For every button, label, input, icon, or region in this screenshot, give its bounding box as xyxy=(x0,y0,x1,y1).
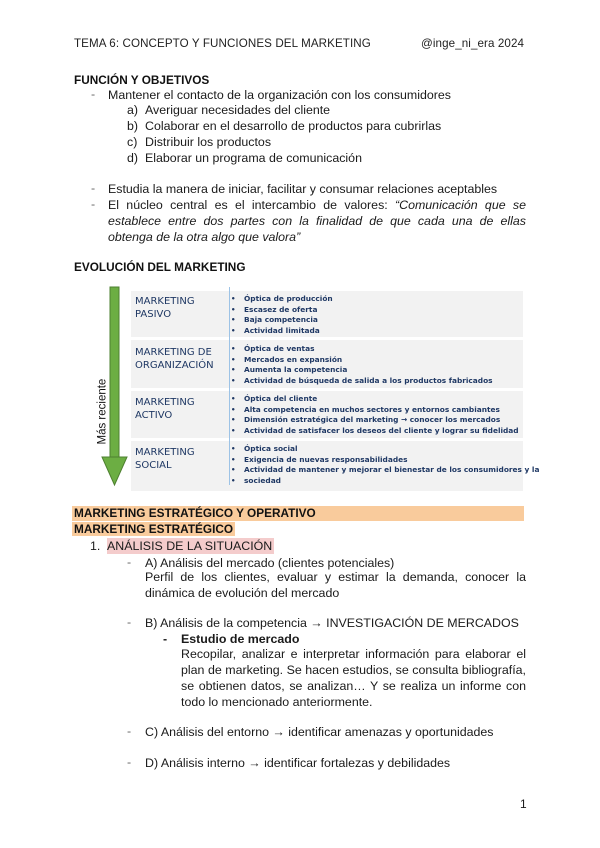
heading-estrategico: MARKETING ESTRATÉGICO xyxy=(74,522,234,536)
list-item: • Actividad de satisfacer los deseos del cliente y lograr su fidelidad xyxy=(231,426,519,437)
block-pasivo xyxy=(131,291,523,337)
list-item: • Alta competencia en muchos sectores y entornos cambiantes xyxy=(231,405,519,416)
list-item: • Aumenta la competencia xyxy=(231,365,493,376)
sub-label: d) xyxy=(127,151,139,165)
block-list xyxy=(231,394,519,436)
section-heading-evolucion: EVOLUCIÓN DEL MARKETING xyxy=(74,260,246,274)
analysis-a-body: Perfil de los clientes, evaluar y estimar la demanda, conocer la dinámica de evolución del mercado xyxy=(145,570,526,600)
analysis-b-title: B) Análisis de la competencia → INVESTIGACIÓN DE MERCADOS xyxy=(145,616,519,630)
header-author: @inge_ni_era 2024 xyxy=(421,37,525,50)
sub-label: a) xyxy=(127,103,139,117)
analysis-b-sub-body: Recopilar, analizar e interpretar información para elaborar el plan de marketing. Se hacen estudios, se consulta bibliografía, se obtienen datos, se analizan… Y se realiza un informe con todo lo mencionado anteriormente. xyxy=(181,647,526,709)
section-title-analisis: ANÁLISIS DE LA SITUACIÓN xyxy=(107,539,273,553)
sub-item: Elaborar un programa de comunicación xyxy=(145,151,362,165)
block-activo xyxy=(131,391,523,438)
arrow-label: Más reciente xyxy=(96,378,109,445)
intercambio-prefix: El núcleo central es el intercambio de valores: xyxy=(108,198,395,212)
list-item: • Óptica de ventas xyxy=(231,344,493,355)
divider xyxy=(229,287,230,485)
list-item: • Mercados en expansión xyxy=(231,355,493,366)
list-item-continuation: • sociedad xyxy=(231,476,539,487)
sub-item: Colaborar en el desarrollo de productos para cubrirlas xyxy=(145,119,442,133)
list-item: • Óptica del cliente xyxy=(231,394,519,405)
list-dash: - xyxy=(127,555,132,569)
block-list xyxy=(231,444,539,486)
block-organizacion xyxy=(131,340,523,388)
list-item: • Exigencia de nuevas responsabilidades xyxy=(231,455,539,466)
evolution-figure xyxy=(96,287,540,485)
list-item: • Baja competencia xyxy=(231,315,333,326)
block-title: MARKETING PASIVO xyxy=(135,296,195,320)
list-item: • Dimensión estratégica del marketing → conocer los mercados xyxy=(231,415,519,426)
sub-label: c) xyxy=(127,135,138,149)
section-heading-funcion: FUNCIÓN Y OBJETIVOS xyxy=(74,73,210,87)
header-title: TEMA 6: CONCEPTO Y FUNCIONES DEL MARKETING xyxy=(74,37,371,50)
section-number: 1. xyxy=(90,539,101,553)
list-dash: - xyxy=(91,87,96,101)
page-number: 1 xyxy=(520,797,527,811)
list-dash: - xyxy=(163,632,168,646)
analysis-d-title: D) Análisis interno → identificar fortalezas y debilidades xyxy=(145,756,451,770)
analysis-b-sub-title: Estudio de mercado xyxy=(181,632,300,646)
block-title: MARKETING DE ORGANIZACIÓN xyxy=(135,347,214,371)
list-item: • Actividad limitada xyxy=(231,326,333,337)
list-dash: - xyxy=(127,755,132,769)
list-item: • Actividad de mantener y mejorar el bienestar de los consumidores y la xyxy=(231,465,539,476)
block-social xyxy=(131,441,540,491)
list-dash: - xyxy=(91,181,96,195)
intercambio-quote: “Comunicación que se establece entre dos partes con la finalidad de que cada una de ellas obtenga de la otra algo que valora” xyxy=(108,198,526,244)
block-title: MARKETING SOCIAL xyxy=(135,447,195,471)
sub-item: Averiguar necesidades del cliente xyxy=(145,103,331,117)
analysis-a-title: A) Análisis del mercado (clientes potenciales) xyxy=(145,556,395,570)
sub-item: Distribuir los productos xyxy=(145,135,272,149)
list-dash: - xyxy=(91,197,96,211)
list-item-intercambio xyxy=(108,197,526,245)
list-item: Mantener el contacto de la organización con los consumidores xyxy=(108,88,452,102)
block-list xyxy=(231,294,333,336)
list-item: • Escasez de oferta xyxy=(231,305,333,316)
list-item: • Óptica de producción xyxy=(231,294,333,305)
list-item: • Óptica social xyxy=(231,444,539,455)
list-item: Estudia la manera de iniciar, facilitar y consumar relaciones aceptables xyxy=(108,182,498,196)
block-title: MARKETING ACTIVO xyxy=(135,397,195,421)
sub-label: b) xyxy=(127,119,139,133)
list-dash: - xyxy=(127,615,132,629)
heading-estrategico-operativo: MARKETING ESTRATÉGICO Y OPERATIVO xyxy=(72,506,524,521)
analysis-c-title: C) Análisis del entorno → identificar amenazas y oportunidades xyxy=(145,725,494,739)
list-dash: - xyxy=(127,724,132,738)
block-list xyxy=(231,344,493,386)
list-item: • Actividad de búsqueda de salida a los productos fabricados xyxy=(231,376,493,387)
